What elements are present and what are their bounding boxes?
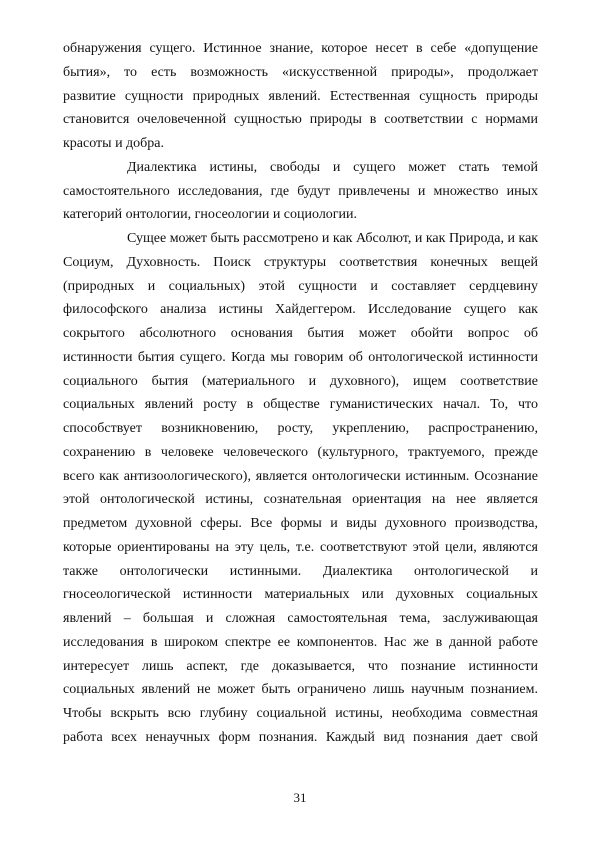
text-line: Сущее может быть рассмотрено и как Абсолют, и как Природа, и как [127, 231, 538, 246]
text-line: исследования в широком спектре ее компонентов. Нас же в данной работе [63, 634, 538, 650]
text-line: (природных и социальных) этой сущности и составляет сердцевину [63, 278, 538, 294]
text-line: Диалектика истины, свободы и сущего может стать темой [127, 159, 538, 175]
text-line: Социум, Духовность. Поиск структуры соответствия конечных вещей [63, 254, 538, 270]
text-line: сокрытого абсолютного основания бытия может обойти вопрос об [63, 326, 538, 341]
text-line: работа всех ненаучных форм познания. Каждый вид познания дает свой [63, 729, 538, 745]
text-line: социальных явлений не может быть ограничено лишь научным познанием. [63, 682, 538, 698]
text-line: социальных явлений росту в обществе гуманистических начал. То, что [63, 397, 538, 413]
text-line: также онтологически истинными. Диалектика онтологической и [63, 563, 538, 579]
text-line: всего как антизоологического), является онтологически истинным. Осознание [63, 468, 538, 484]
text-line: этой онтологической истины, сознательная ориентация на нее является [63, 492, 538, 508]
paragraph [63, 156, 538, 227]
text-line: явлений – большая и сложная самостоятельная тема, заслуживающая [63, 611, 538, 626]
paragraph [63, 227, 538, 750]
text-line: обнаружения сущего. Истинное знание, которое несет в себе «допущение [63, 41, 538, 56]
text-line: категорий онтологии, гносеологии и социологии. [63, 207, 358, 223]
page-number: 31 [293, 790, 307, 805]
paragraph [63, 37, 538, 156]
text-line: становится очеловеченной сущностью природы в соответствии с нормами [63, 112, 538, 128]
text-line: предметом духовной сферы. Все формы и виды духовного производства, [63, 516, 538, 531]
text-line: самостоятельного исследования, где будут привлечены и множество иных [63, 183, 538, 199]
text-line: которые ориентированы на эту цель, т.е. соответствуют этой цели, являются [63, 539, 538, 555]
body-text [63, 37, 538, 750]
text-line: развитие сущности природных явлений. Естественная сущность природы [63, 88, 538, 104]
text-line: Чтобы вскрыть всю глубину социальной истины, необходима совместная [63, 706, 538, 721]
text-line: сохранению в человеке человеческого (культурного, трактуемого, прежде [63, 444, 538, 460]
text-line: истинности бытия сущего. Когда мы говорим об онтологической истинности [63, 349, 538, 365]
text-line: красоты и добра. [63, 136, 165, 151]
text-line: социального бытия (материального и духовного), ищем соответствие [63, 373, 538, 389]
text-line: гносеологической истинности материальных или духовных социальных [63, 587, 538, 603]
text-line: интересует лишь аспект, где доказывается, что познание истинности [63, 658, 538, 674]
text-line: способствует возникновению, росту, укреплению, распространению, [63, 421, 538, 436]
text-line: философского анализа истины Хайдеггером. Исследование сущего как [63, 302, 538, 318]
text-line: бытия», то есть возможность «искусственной природы», продолжает [63, 64, 538, 80]
